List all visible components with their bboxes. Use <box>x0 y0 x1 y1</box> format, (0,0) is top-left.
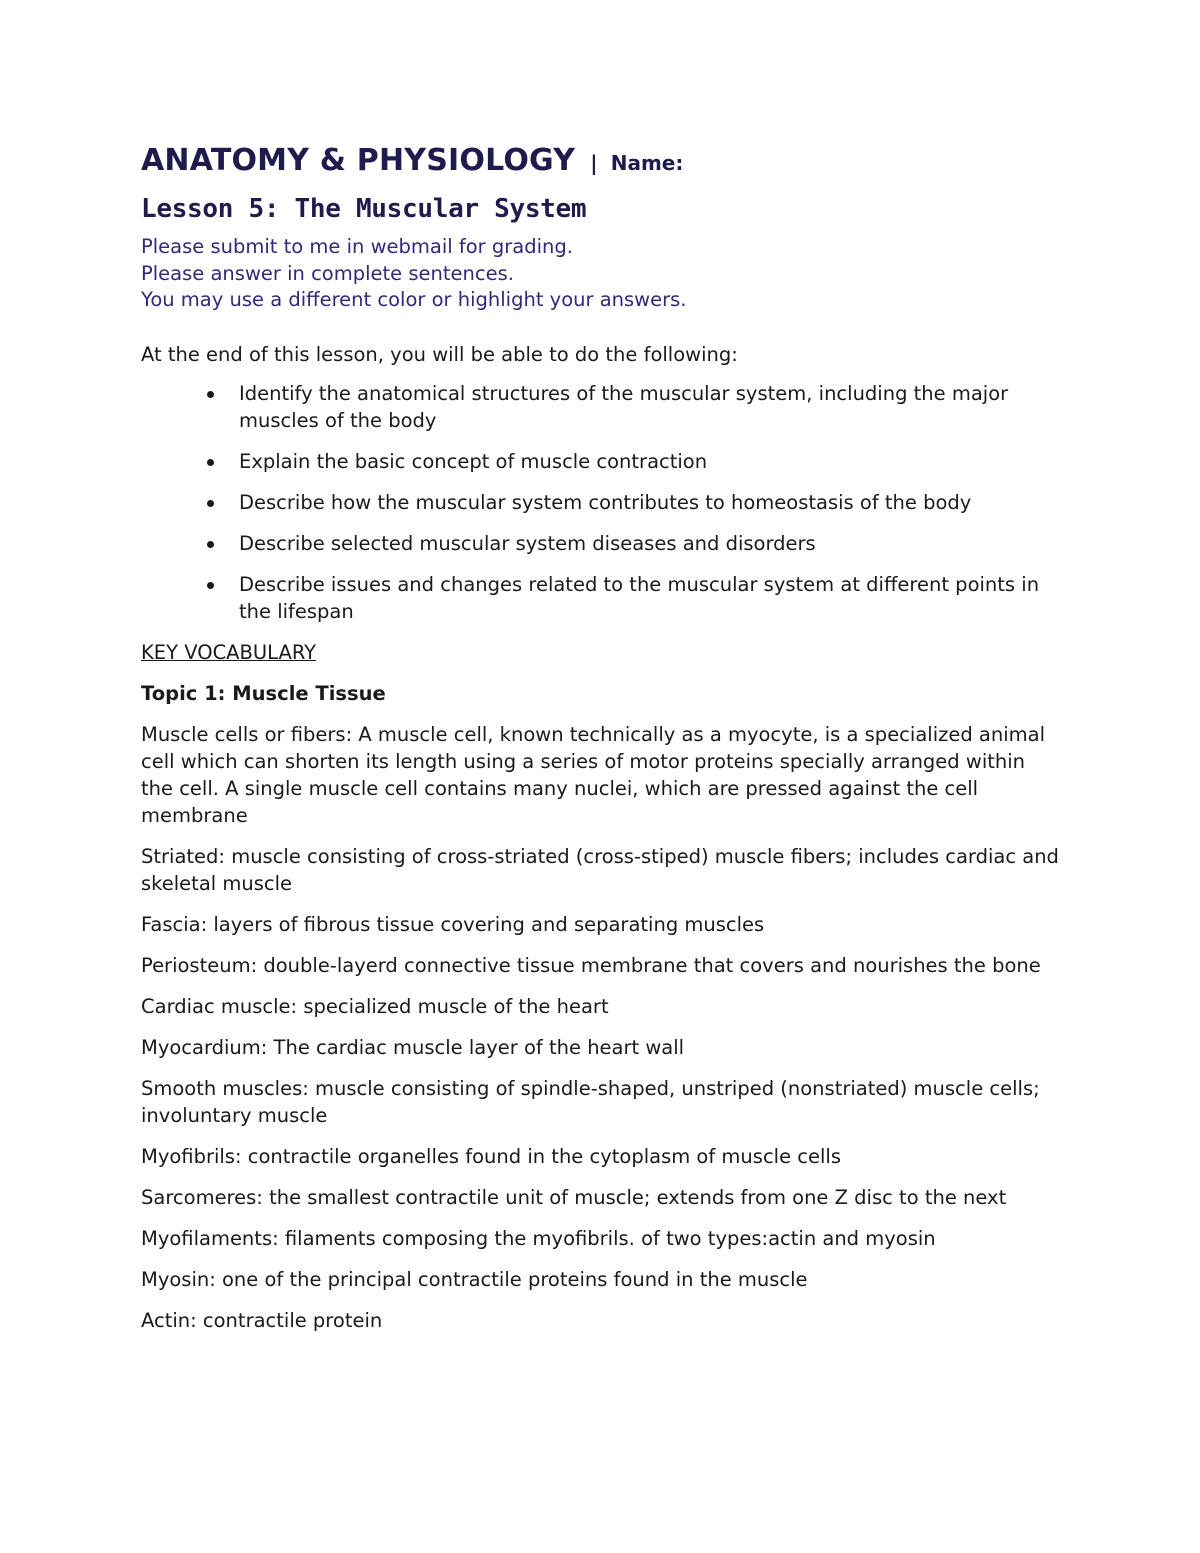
vocabulary-term: Myocardium: The cardiac muscle layer of the heart wall <box>141 1035 685 1059</box>
objective-item <box>141 530 1069 557</box>
bullet-icon <box>207 582 214 589</box>
objective-item <box>141 571 1069 625</box>
vocabulary-heading: KEY VOCABULARY <box>141 640 317 664</box>
vocabulary-term: Myofibrils: contractile organelles found in the cytoplasm of muscle cells <box>141 1144 841 1168</box>
vocabulary-term: Myosin: one of the principal contractile proteins found in the muscle <box>141 1267 808 1291</box>
objective-text: Explain the basic concept of muscle contraction <box>239 449 708 473</box>
vocabulary-term: Striated: muscle consisting of cross-striated (cross-stiped) muscle fibers; includes cardiac and skeletal muscle <box>141 844 1059 895</box>
objective-text: Identify the anatomical structures of the muscular system, including the major muscles of the body <box>239 381 1009 432</box>
objective-text: Describe how the muscular system contributes to homeostasis of the body <box>239 490 972 514</box>
document-title <box>141 140 1071 178</box>
objective-item <box>141 448 1069 475</box>
vocabulary-term: Cardiac muscle: specialized muscle of the heart <box>141 994 609 1018</box>
lesson-title: Lesson 5: The Muscular System <box>141 194 587 224</box>
instructions-block <box>141 234 1071 314</box>
vocabulary-term: Myofilaments: filaments composing the myofibrils. of two types:actin and myosin <box>141 1226 936 1250</box>
objective-text: Describe selected muscular system diseases and disorders <box>239 531 816 555</box>
instruction-line: You may use a different color or highlight your answers. <box>141 288 687 311</box>
bullet-icon <box>207 500 214 507</box>
course-title: ANATOMY & PHYSIOLOGY <box>141 143 576 178</box>
vocabulary-term: Sarcomeres: the smallest contractile unit of muscle; extends from one Z disc to the next <box>141 1185 1007 1209</box>
objectives-intro: At the end of this lesson, you will be able to do the following: <box>141 342 738 366</box>
vocabulary-term: Fascia: layers of fibrous tissue covering and separating muscles <box>141 912 765 936</box>
vocabulary-term: Muscle cells or fibers: A muscle cell, known technically as a myocyte, is a specialized animal cell which can shorten its length using a series of motor proteins specially arranged within the cell. A single muscle cell contains many nuclei, which are pressed against the cell membrane <box>141 722 1046 827</box>
vocabulary-term: Actin: contractile protein <box>141 1308 383 1332</box>
instruction-line: Please answer in complete sentences. <box>141 261 514 285</box>
document-page <box>141 140 1071 1334</box>
name-label: Name: <box>610 151 684 175</box>
title-separator: | <box>590 151 598 175</box>
bullet-icon <box>207 391 214 398</box>
objective-item <box>141 489 1069 516</box>
vocabulary-list <box>141 721 1071 1334</box>
objective-item <box>141 380 1069 434</box>
objective-text: Describe issues and changes related to the muscular system at different points in the lifespan <box>239 572 1040 623</box>
vocabulary-term: Periosteum: double-layerd connective tissue membrane that covers and nourishes the bone <box>141 953 1041 977</box>
instruction-line: Please submit to me in webmail for grading. <box>141 235 573 258</box>
objectives-list <box>141 380 1071 625</box>
bullet-icon <box>207 459 214 466</box>
vocabulary-term: Smooth muscles: muscle consisting of spindle-shaped, unstriped (nonstriated) muscle cells; involuntary muscle <box>141 1076 1040 1127</box>
bullet-icon <box>207 541 214 548</box>
topic-heading: Topic 1: Muscle Tissue <box>141 681 386 705</box>
